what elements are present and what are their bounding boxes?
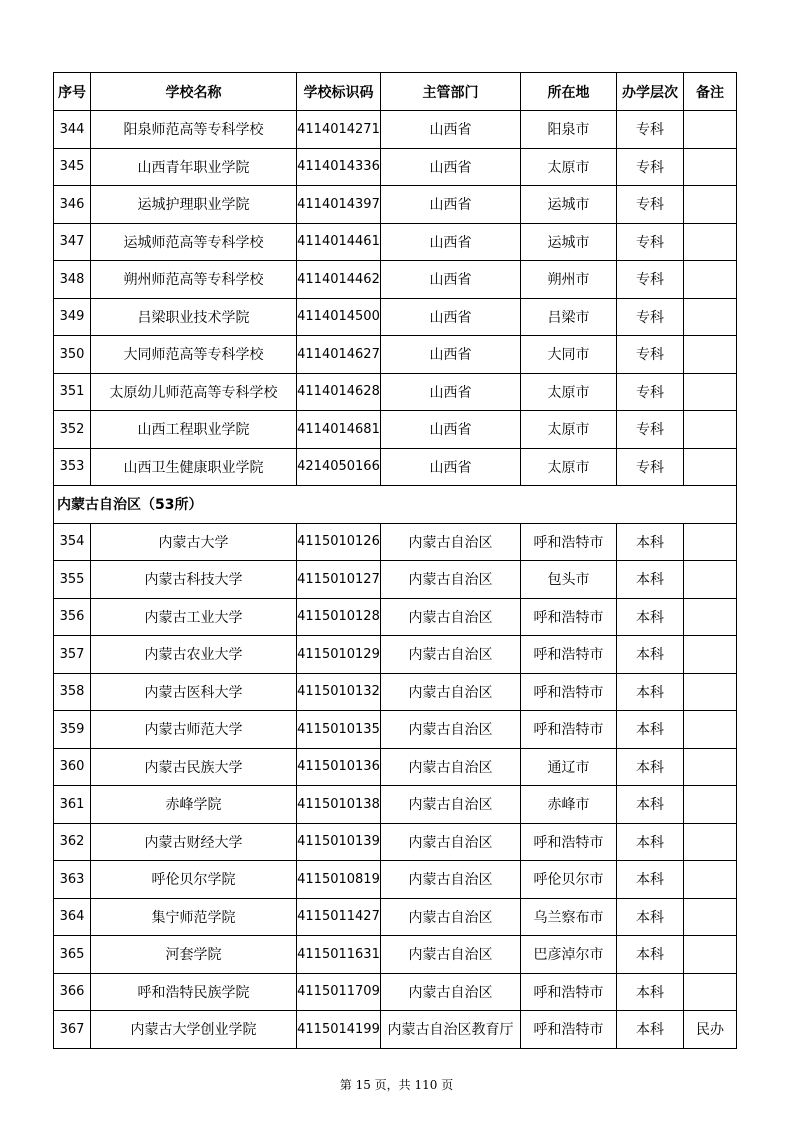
cell-level: 本科 [617, 973, 684, 1011]
cell-city: 乌兰察布市 [521, 898, 617, 936]
cell-dept: 山西省 [381, 411, 521, 449]
cell-dept: 内蒙古自治区 [381, 786, 521, 824]
cell-dept: 内蒙古自治区 [381, 711, 521, 749]
cell-seq: 357 [54, 636, 91, 674]
cell-name: 山西卫生健康职业学院 [91, 448, 297, 486]
cell-code: 4114014681 [297, 411, 381, 449]
cell-dept: 内蒙古自治区 [381, 823, 521, 861]
cell-city: 巴彦淖尔市 [521, 936, 617, 974]
cell-note: 民办 [684, 1011, 737, 1049]
table-row [54, 148, 737, 186]
cell-city: 太原市 [521, 373, 617, 411]
cell-note [684, 636, 737, 674]
cell-level: 专科 [617, 411, 684, 449]
cell-note [684, 111, 737, 149]
cell-note [684, 186, 737, 224]
table-row [54, 373, 737, 411]
cell-dept: 山西省 [381, 448, 521, 486]
cell-level: 专科 [617, 148, 684, 186]
header-code: 学校标识码 [297, 73, 381, 111]
cell-level: 本科 [617, 711, 684, 749]
cell-level: 本科 [617, 748, 684, 786]
cell-note [684, 298, 737, 336]
header-city: 所在地 [521, 73, 617, 111]
cell-name: 大同师范高等专科学校 [91, 336, 297, 374]
cell-dept: 内蒙古自治区 [381, 973, 521, 1011]
cell-seq: 361 [54, 786, 91, 824]
cell-name: 呼和浩特民族学院 [91, 973, 297, 1011]
cell-city: 呼和浩特市 [521, 636, 617, 674]
table-row [54, 823, 737, 861]
table-row [54, 748, 737, 786]
cell-code: 4114014461 [297, 223, 381, 261]
header-seq: 序号 [54, 73, 91, 111]
cell-dept: 山西省 [381, 186, 521, 224]
cell-seq: 358 [54, 673, 91, 711]
cell-name: 内蒙古大学创业学院 [91, 1011, 297, 1049]
cell-code: 4115014199 [297, 1011, 381, 1049]
cell-seq: 350 [54, 336, 91, 374]
cell-seq: 351 [54, 373, 91, 411]
cell-level: 专科 [617, 373, 684, 411]
table-row [54, 936, 737, 974]
school-list-table [53, 72, 737, 1049]
header-level: 办学层次 [617, 73, 684, 111]
cell-city: 呼和浩特市 [521, 523, 617, 561]
cell-city: 太原市 [521, 411, 617, 449]
header-note: 备注 [684, 73, 737, 111]
cell-dept: 内蒙古自治区 [381, 898, 521, 936]
cell-note [684, 336, 737, 374]
table-row [54, 673, 737, 711]
cell-dept: 山西省 [381, 111, 521, 149]
cell-note [684, 598, 737, 636]
cell-level: 本科 [617, 861, 684, 899]
table-header-row [54, 73, 737, 111]
cell-seq: 348 [54, 261, 91, 299]
cell-seq: 364 [54, 898, 91, 936]
cell-name: 运城护理职业学院 [91, 186, 297, 224]
cell-note [684, 898, 737, 936]
table-row [54, 298, 737, 336]
cell-note [684, 711, 737, 749]
cell-code: 4114014336 [297, 148, 381, 186]
cell-city: 包头市 [521, 561, 617, 599]
cell-note [684, 523, 737, 561]
cell-city: 太原市 [521, 448, 617, 486]
header-dept: 主管部门 [381, 73, 521, 111]
cell-level: 专科 [617, 261, 684, 299]
table-row [54, 898, 737, 936]
cell-level: 专科 [617, 111, 684, 149]
cell-level: 专科 [617, 223, 684, 261]
cell-level: 本科 [617, 523, 684, 561]
cell-code: 4115010819 [297, 861, 381, 899]
cell-note [684, 861, 737, 899]
cell-dept: 山西省 [381, 298, 521, 336]
cell-seq: 359 [54, 711, 91, 749]
cell-dept: 山西省 [381, 336, 521, 374]
cell-dept: 内蒙古自治区 [381, 598, 521, 636]
cell-dept: 山西省 [381, 223, 521, 261]
cell-note [684, 823, 737, 861]
cell-code: 4115010128 [297, 598, 381, 636]
cell-name: 河套学院 [91, 936, 297, 974]
cell-note [684, 561, 737, 599]
cell-city: 阳泉市 [521, 111, 617, 149]
section-row [54, 486, 737, 524]
cell-code: 4114014271 [297, 111, 381, 149]
table-row [54, 223, 737, 261]
cell-dept: 内蒙古自治区 [381, 936, 521, 974]
cell-city: 呼和浩特市 [521, 598, 617, 636]
cell-name: 呼伦贝尔学院 [91, 861, 297, 899]
cell-seq: 347 [54, 223, 91, 261]
cell-note [684, 261, 737, 299]
cell-note [684, 223, 737, 261]
cell-city: 运城市 [521, 186, 617, 224]
cell-level: 本科 [617, 561, 684, 599]
cell-dept: 内蒙古自治区 [381, 636, 521, 674]
cell-city: 呼和浩特市 [521, 823, 617, 861]
cell-seq: 356 [54, 598, 91, 636]
table-row [54, 336, 737, 374]
table-row [54, 523, 737, 561]
table-row [54, 786, 737, 824]
cell-level: 本科 [617, 823, 684, 861]
cell-name: 内蒙古医科大学 [91, 673, 297, 711]
table-row [54, 111, 737, 149]
cell-seq: 353 [54, 448, 91, 486]
cell-city: 朔州市 [521, 261, 617, 299]
cell-city: 呼和浩特市 [521, 973, 617, 1011]
cell-code: 4115010139 [297, 823, 381, 861]
cell-seq: 346 [54, 186, 91, 224]
cell-code: 4114014397 [297, 186, 381, 224]
cell-name: 内蒙古大学 [91, 523, 297, 561]
table-row [54, 448, 737, 486]
cell-dept: 内蒙古自治区 [381, 861, 521, 899]
cell-code: 4115010129 [297, 636, 381, 674]
cell-name: 赤峰学院 [91, 786, 297, 824]
cell-level: 本科 [617, 1011, 684, 1049]
cell-level: 本科 [617, 898, 684, 936]
page-footer: 第 15 页，共 110 页 [339, 1078, 454, 1092]
cell-name: 集宁师范学院 [91, 898, 297, 936]
cell-city: 赤峰市 [521, 786, 617, 824]
cell-city: 通辽市 [521, 748, 617, 786]
cell-dept: 内蒙古自治区 [381, 561, 521, 599]
cell-name: 吕梁职业技术学院 [91, 298, 297, 336]
cell-dept: 山西省 [381, 373, 521, 411]
header-name: 学校名称 [91, 73, 297, 111]
cell-code: 4114014627 [297, 336, 381, 374]
cell-seq: 362 [54, 823, 91, 861]
cell-note [684, 786, 737, 824]
cell-dept: 内蒙古自治区 [381, 748, 521, 786]
cell-code: 4114014500 [297, 298, 381, 336]
table-row [54, 186, 737, 224]
cell-note [684, 748, 737, 786]
cell-seq: 367 [54, 1011, 91, 1049]
cell-name: 内蒙古科技大学 [91, 561, 297, 599]
cell-city: 吕梁市 [521, 298, 617, 336]
cell-note [684, 373, 737, 411]
table-row [54, 711, 737, 749]
cell-city: 运城市 [521, 223, 617, 261]
section-title: 内蒙古自治区（53所） [54, 486, 737, 524]
cell-code: 4115010132 [297, 673, 381, 711]
cell-seq: 344 [54, 111, 91, 149]
table-row [54, 636, 737, 674]
cell-name: 内蒙古农业大学 [91, 636, 297, 674]
cell-name: 内蒙古师范大学 [91, 711, 297, 749]
cell-name: 内蒙古民族大学 [91, 748, 297, 786]
cell-dept: 山西省 [381, 261, 521, 299]
cell-city: 呼和浩特市 [521, 711, 617, 749]
cell-seq: 352 [54, 411, 91, 449]
table-row [54, 561, 737, 599]
cell-code: 4115011427 [297, 898, 381, 936]
table-row [54, 861, 737, 899]
cell-name: 山西工程职业学院 [91, 411, 297, 449]
cell-name: 内蒙古财经大学 [91, 823, 297, 861]
cell-code: 4115010126 [297, 523, 381, 561]
cell-note [684, 411, 737, 449]
cell-code: 4114014462 [297, 261, 381, 299]
cell-seq: 355 [54, 561, 91, 599]
cell-city: 太原市 [521, 148, 617, 186]
cell-seq: 354 [54, 523, 91, 561]
cell-note [684, 936, 737, 974]
cell-level: 本科 [617, 936, 684, 974]
cell-code: 4115010135 [297, 711, 381, 749]
cell-note [684, 973, 737, 1011]
cell-seq: 360 [54, 748, 91, 786]
cell-level: 专科 [617, 336, 684, 374]
cell-note [684, 448, 737, 486]
table-row [54, 411, 737, 449]
cell-code: 4115010138 [297, 786, 381, 824]
cell-code: 4114014628 [297, 373, 381, 411]
cell-level: 本科 [617, 598, 684, 636]
cell-code: 4115011709 [297, 973, 381, 1011]
table-row [54, 1011, 737, 1049]
cell-code: 4115011631 [297, 936, 381, 974]
cell-seq: 349 [54, 298, 91, 336]
cell-level: 专科 [617, 186, 684, 224]
cell-city: 呼和浩特市 [521, 1011, 617, 1049]
cell-dept: 内蒙古自治区教育厅 [381, 1011, 521, 1049]
cell-seq: 366 [54, 973, 91, 1011]
table-row [54, 973, 737, 1011]
cell-name: 运城师范高等专科学校 [91, 223, 297, 261]
cell-level: 本科 [617, 673, 684, 711]
cell-dept: 内蒙古自治区 [381, 673, 521, 711]
cell-name: 太原幼儿师范高等专科学校 [91, 373, 297, 411]
cell-city: 呼伦贝尔市 [521, 861, 617, 899]
cell-name: 朔州师范高等专科学校 [91, 261, 297, 299]
table-row [54, 261, 737, 299]
cell-code: 4214050166 [297, 448, 381, 486]
cell-name: 阳泉师范高等专科学校 [91, 111, 297, 149]
cell-level: 本科 [617, 636, 684, 674]
cell-seq: 345 [54, 148, 91, 186]
cell-level: 专科 [617, 448, 684, 486]
cell-code: 4115010136 [297, 748, 381, 786]
cell-note [684, 673, 737, 711]
cell-dept: 山西省 [381, 148, 521, 186]
cell-name: 山西青年职业学院 [91, 148, 297, 186]
cell-code: 4115010127 [297, 561, 381, 599]
cell-seq: 363 [54, 861, 91, 899]
cell-city: 呼和浩特市 [521, 673, 617, 711]
cell-dept: 内蒙古自治区 [381, 523, 521, 561]
cell-seq: 365 [54, 936, 91, 974]
cell-level: 本科 [617, 786, 684, 824]
table-row [54, 598, 737, 636]
cell-level: 专科 [617, 298, 684, 336]
cell-note [684, 148, 737, 186]
cell-city: 大同市 [521, 336, 617, 374]
cell-name: 内蒙古工业大学 [91, 598, 297, 636]
